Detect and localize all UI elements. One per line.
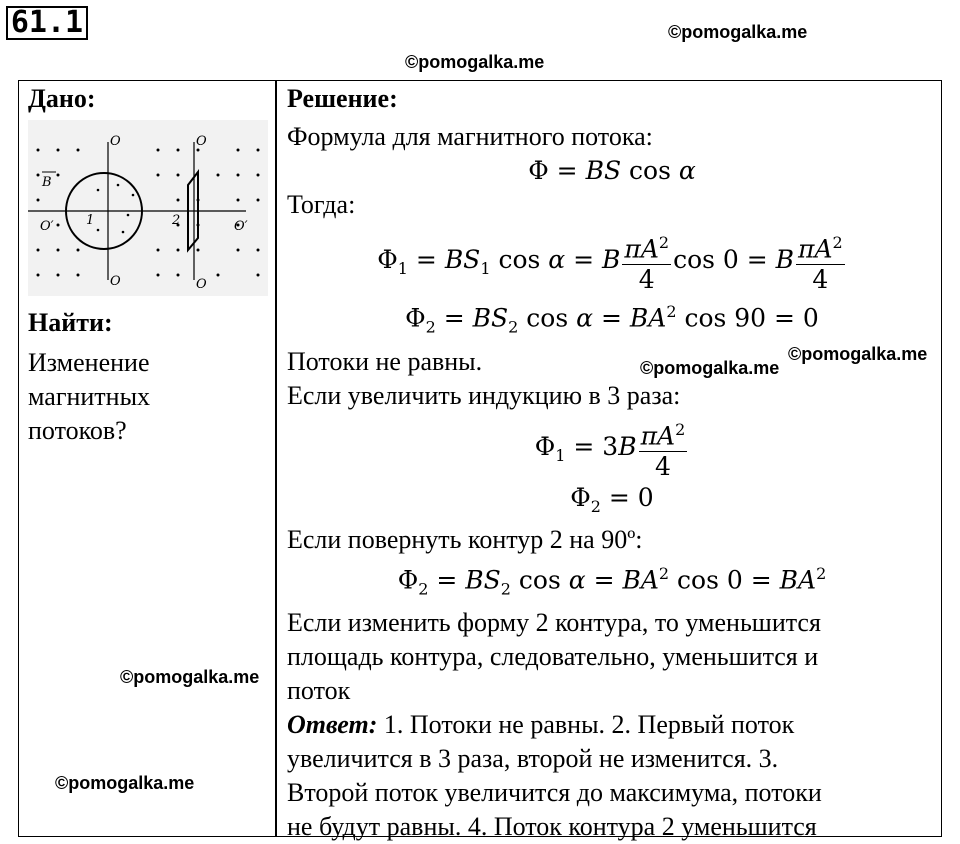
label-contour-2: 2 bbox=[172, 213, 181, 228]
given-column bbox=[28, 82, 268, 448]
answer-line: увеличится в 3 раза, второй не изменится. 3. bbox=[287, 744, 779, 774]
watermark: ©pomogalka.me bbox=[405, 52, 545, 72]
answer-line: не будут равны. 4. Поток контура 2 уменьшится bbox=[287, 812, 817, 842]
increase-induction-text: Если увеличить индукцию в 3 раза: bbox=[287, 380, 681, 410]
answer-text: 1. Потоки не равны. 2. Первый поток bbox=[377, 710, 795, 740]
given-title: Дано: bbox=[28, 84, 96, 113]
column-divider bbox=[275, 80, 277, 837]
find-line: потоков? bbox=[28, 416, 127, 445]
solution-title: Решение: bbox=[287, 84, 398, 113]
label-o-top-1: O bbox=[110, 134, 121, 149]
label-b-vector: B bbox=[42, 175, 52, 190]
rotate-contour-text: Если повернуть контур 2 на 90º: bbox=[287, 524, 643, 554]
watermark: ©pomogalka.me bbox=[788, 344, 928, 364]
label-o-bottom-2: O bbox=[196, 277, 207, 292]
watermark: ©pomogalka.me bbox=[55, 773, 195, 793]
find-title: Найти: bbox=[28, 308, 113, 337]
label-o-top-2: O bbox=[196, 134, 207, 149]
change-shape-line: поток bbox=[287, 676, 351, 706]
label-contour-1: 1 bbox=[86, 213, 95, 228]
flux1-formula: $\Phi_1 = BS_1$ cos α = B $\frac{\pi A^2}{4}$ cos 0 = B $\frac{\pi A^2}{4}$ bbox=[287, 228, 937, 295]
find-line: магнитных bbox=[28, 382, 151, 411]
field-figure bbox=[28, 120, 268, 296]
change-shape-line: площадь контура, следовательно, уменьшится и bbox=[287, 642, 819, 672]
label-o-prime-left: O′ bbox=[40, 219, 54, 234]
label-o-prime-right: O′ bbox=[234, 219, 248, 234]
solution-column bbox=[287, 82, 937, 844]
watermark: ©pomogalka.me bbox=[668, 22, 808, 42]
find-line: Изменение bbox=[28, 348, 150, 377]
fluxes-not-equal-text: Потоки не равны. bbox=[287, 346, 483, 376]
flux1-tripled-formula: $\Phi_1 = 3B$ $\frac{\pi A^2}{4}$ bbox=[287, 415, 937, 482]
flux-formula: Φ = BS cos α bbox=[528, 156, 696, 185]
problem-number: 61.1 bbox=[6, 6, 88, 40]
answer-line: Второй поток увеличится до максимума, потоки bbox=[287, 778, 822, 808]
then-text: Тогда: bbox=[287, 190, 356, 219]
flux2-zero-formula: $\Phi_2 = 0$ bbox=[570, 482, 654, 516]
watermark: ©pomogalka.me bbox=[640, 358, 780, 378]
change-shape-line: Если изменить форму 2 контура, то уменьшится bbox=[287, 608, 821, 638]
intro-text: Формула для магнитного потока: bbox=[287, 122, 653, 151]
answer-label: Ответ: bbox=[287, 710, 378, 740]
answer-line bbox=[287, 708, 937, 742]
flux2-rotated-formula: $\Phi_2 = BS_2$ $\cos \alpha = BA^2$ $\cos 0 = BA^2$ bbox=[397, 563, 827, 599]
label-o-bottom-1: O bbox=[110, 274, 121, 289]
flux2-formula: $\Phi_2 = BS_2$ $\cos \alpha = BA^2$ cos 90 = 0 bbox=[405, 302, 819, 337]
watermark: ©pomogalka.me bbox=[120, 667, 260, 687]
